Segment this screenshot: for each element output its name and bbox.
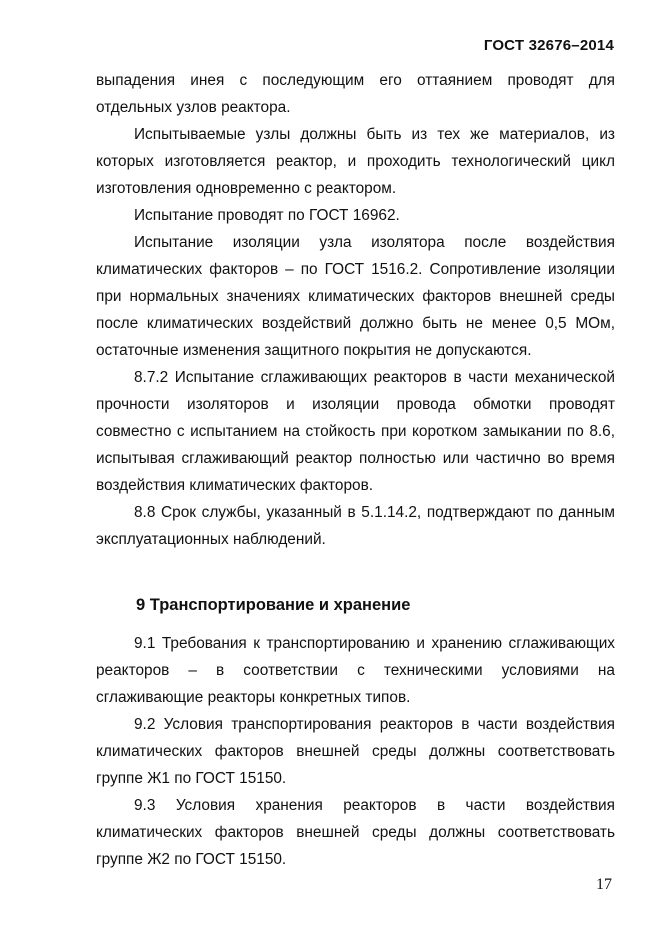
paragraph: Испытываемые узлы должны быть из тех же материалов, из которых изготовляется реактор, и проходить технологический цикл изготовления одновременно с реактором. [96, 126, 615, 197]
paragraph-9-2: 9.2 Условия транспортирования реакторов в части воздействия климатических факторов внешней среды должны соответствовать группе Ж1 по ГОСТ 15150. [96, 716, 615, 787]
paragraph: Испытание изоляции узла изолятора после воздействия климатических факторов – по ГОСТ 1516.2. Сопротивление изоляции при нормальных значениях климатических факторов внешней среды после климатических воздействий должно быть не менее 0,5 МОм, остаточные изменения защитного покрытия не допускаются. [96, 234, 615, 359]
paragraph: Испытание проводят по ГОСТ 16962. [134, 207, 400, 224]
section-title: 9 Транспортирование и хранение [136, 596, 411, 614]
paragraph-9-3: 9.3 Условия хранения реакторов в части воздействия климатических факторов внешней среды должны соответствовать группе Ж2 по ГОСТ 15150. [96, 797, 615, 868]
document-body [96, 67, 615, 873]
paragraph-8-8: 8.8 Срок службы, указанный в 5.1.14.2, подтверждают по данным эксплуатационных наблюдений. [96, 504, 615, 548]
paragraph-8-7-2: 8.7.2 Испытание сглаживающих реакторов в части механической прочности изоляторов и изоляции провода обмотки проводят совместно с испытанием на стойкость при коротком замыкании по 8.6, испытывая сглаживающий реактор полностью или частично во время воздействия климатических факторов. [96, 369, 615, 494]
paragraph-continuation: выпадения инея с последующим его оттаянием проводят для отдельных узлов реактора. [96, 72, 615, 116]
page-number: 17 [596, 876, 612, 893]
paragraph-9-1: 9.1 Требования к транспортированию и хранению сглаживающих реакторов – в соответствии с техническими условиями на сглаживающие реакторы конкретных типов. [96, 635, 615, 706]
document-header: ГОСТ 32676–2014 [483, 37, 614, 54]
